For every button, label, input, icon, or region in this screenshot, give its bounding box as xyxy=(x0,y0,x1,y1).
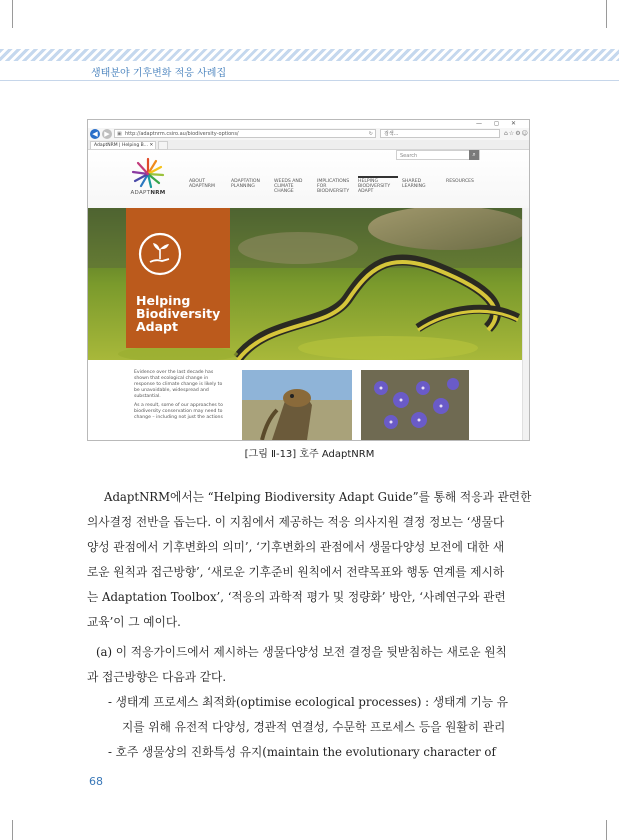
menu-item-shared-learning[interactable]: SHARED LEARNING xyxy=(402,179,426,189)
page-scrollbar[interactable] xyxy=(522,208,529,440)
crop-mark-bottom-right xyxy=(606,820,619,840)
toolbar-icons[interactable]: ⌂☆⚙☺ xyxy=(504,130,529,137)
hero-title: Helping Biodiversity Adapt xyxy=(136,293,221,334)
search-icon[interactable]: ⌕ xyxy=(469,150,479,160)
tab-strip xyxy=(88,140,529,150)
crop-mark-top-right xyxy=(606,0,619,28)
menu-item-resources[interactable]: RESOURCES xyxy=(446,179,474,184)
page-number: 68 xyxy=(89,775,103,788)
menu-item-adaptation-planning[interactable]: ADAPTATION PLANNING xyxy=(231,179,260,189)
maximize-icon[interactable]: ◻ xyxy=(494,120,499,127)
body-line-9: - 생태계 프로세스 최적화(optimise ecological processes) : 생태계 기능 유 xyxy=(108,695,508,709)
content-section xyxy=(88,360,529,440)
figure-caption: [그림 Ⅱ-13] 호주 AdaptNRM xyxy=(244,449,375,460)
menu-item-implications[interactable]: IMPLICATIONS FOR BIODIVERSITY xyxy=(317,179,350,194)
page-icon: ▣ xyxy=(117,131,122,137)
chapter-title: 생태분야 기후변화 적응 사례집 xyxy=(91,68,227,79)
body-line-1: AdaptNRM에서는 “Helping Biodiversity Adapt Guide”를 통해 적응과 관련한 xyxy=(104,490,532,504)
body-line-4: 로운 원칙과 접근방향’, ‘새로운 기후준비 원칙에서 전략목표와 행동 연계를 제시하 xyxy=(87,565,505,579)
minimize-icon[interactable]: — xyxy=(476,120,482,127)
lizard-photo[interactable] xyxy=(242,370,352,440)
body-line-10: 지를 위해 유전적 다양성, 경관적 연결성, 수문학 프로세스 등을 원활히 관리 xyxy=(122,720,506,734)
forward-button[interactable]: ▶ xyxy=(102,129,112,139)
logo-text: ADAPTNRM xyxy=(130,190,166,196)
close-window-icon[interactable]: ✕ xyxy=(511,120,517,127)
body-line-7: (a) 이 적응가이드에서 제시하는 생물다양성 보전 결정을 뒷받침하는 새로운 원칙 xyxy=(96,645,507,659)
body-line-11: - 호주 생물상의 진화특성 유지(maintain the evolutionary character of xyxy=(108,745,496,759)
crop-mark-bottom-left xyxy=(0,820,13,840)
header-rule xyxy=(0,80,619,81)
body-line-5: 는 Adaptation Toolbox’, ‘적응의 과학적 평가 및 정량화’ 방안, ‘사례연구와 관련 xyxy=(87,590,506,604)
header-stripe xyxy=(0,49,619,61)
title-bar xyxy=(88,120,529,128)
body-line-2: 의사결정 전반을 돕는다. 이 지침에서 제공하는 적응 의사지원 결정 정보는 ‘생물다 xyxy=(87,515,505,529)
body-line-6: 교육’이 그 예이다. xyxy=(87,615,181,629)
new-tab-button[interactable] xyxy=(158,141,168,150)
browser-screenshot xyxy=(87,119,530,441)
intro-paragraph xyxy=(134,370,224,421)
plant-in-hand-icon xyxy=(138,232,182,276)
body-line-3: 양성 관점에서 기후변화의 의미’, ‘기후변화의 관점에서 생물다양성 보전에 대한 새 xyxy=(87,540,505,554)
crop-mark-top-left xyxy=(0,0,13,28)
browser-search-input[interactable]: 검색... xyxy=(380,129,500,138)
intro-text-2: As a result, some of our approaches to biodiversity conservation may need to change – including not just the actions xyxy=(134,403,223,420)
intro-text-1: Evidence over the last decade has shown that ecological change in response to climate change is likely to be unavoidable, widespread and substantial. xyxy=(134,370,223,399)
back-button[interactable]: ◀ xyxy=(90,129,100,139)
flower-photo[interactable] xyxy=(361,370,469,440)
website-viewport xyxy=(88,150,529,440)
address-url: http://adaptnrm.csiro.au/biodiversity-options/ xyxy=(125,131,239,137)
tab-adaptnrm[interactable]: AdaptNRM | Helping B... ✕ xyxy=(90,141,156,149)
menu-item-helping-biodiversity[interactable]: HELPING BIODIVERSITY ADAPT xyxy=(358,176,398,194)
menu-item-about[interactable]: ABOUT ADAPTNRM xyxy=(189,179,215,189)
menu-item-weeds[interactable]: WEEDS AND CLIMATE CHANGE xyxy=(274,179,303,194)
hero-banner xyxy=(88,208,529,360)
hero-title-panel xyxy=(126,208,230,348)
address-bar[interactable] xyxy=(114,129,376,138)
body-line-8: 과 접근방향은 다음과 같다. xyxy=(87,670,227,684)
site-header xyxy=(88,150,529,208)
site-search-input[interactable]: Search xyxy=(396,150,480,160)
reload-icon[interactable]: ↻ xyxy=(368,131,373,137)
